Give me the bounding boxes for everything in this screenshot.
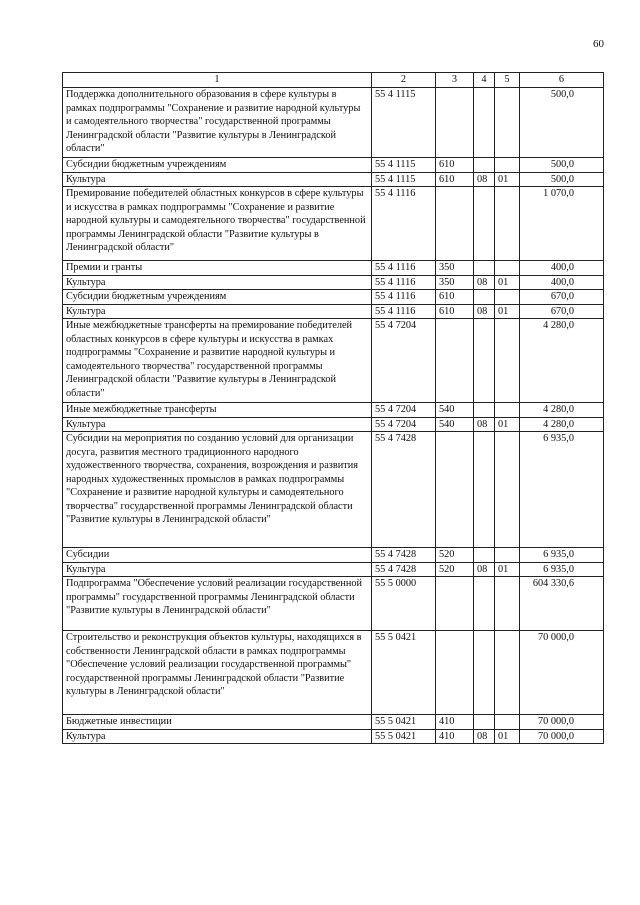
amount-cell: 670,0 [520,290,604,305]
table-row [63,158,604,173]
amount-cell: 1 070,0 [520,187,604,261]
target-code-cell: 55 4 1115 [372,172,436,187]
row-name-cell: Культура [63,275,372,290]
table-row [63,562,604,577]
page-number: 60 [593,38,604,50]
section-cell [474,290,495,305]
amount-cell: 500,0 [520,88,604,158]
target-code-cell: 55 4 7428 [372,548,436,563]
section-cell [474,187,495,261]
table-row [63,577,604,631]
subsection-cell [495,187,520,261]
column-header: 3 [436,73,474,88]
target-code-cell: 55 4 1116 [372,290,436,305]
expense-type-cell [436,319,474,403]
table-row [63,275,604,290]
table-row [63,729,604,744]
target-code-cell: 55 5 0000 [372,577,436,631]
section-cell [474,548,495,563]
subsection-cell [495,631,520,715]
row-name-cell: Субсидии бюджетным учреждениям [63,290,372,305]
column-header: 5 [495,73,520,88]
section-cell [474,319,495,403]
table-row [63,403,604,418]
target-code-cell: 55 4 1115 [372,88,436,158]
column-header: 4 [474,73,495,88]
row-name-cell: Субсидии [63,548,372,563]
amount-cell: 6 935,0 [520,548,604,563]
target-code-cell: 55 4 7204 [372,417,436,432]
subsection-cell: 01 [495,172,520,187]
subsection-cell [495,715,520,730]
expense-type-cell: 520 [436,562,474,577]
table-row [63,172,604,187]
target-code-cell: 55 4 1116 [372,261,436,276]
section-cell [474,403,495,418]
target-code-cell: 55 4 7428 [372,562,436,577]
table-row [63,548,604,563]
amount-cell: 4 280,0 [520,403,604,418]
table-row [63,417,604,432]
row-name-cell: Культура [63,729,372,744]
expense-type-cell [436,187,474,261]
amount-cell: 400,0 [520,261,604,276]
section-cell: 08 [474,172,495,187]
section-cell: 08 [474,304,495,319]
section-cell [474,158,495,173]
amount-cell: 6 935,0 [520,432,604,548]
subsection-cell: 01 [495,729,520,744]
row-name-cell: Культура [63,304,372,319]
amount-cell: 70 000,0 [520,729,604,744]
expense-type-cell [436,631,474,715]
target-code-cell: 55 4 7428 [372,432,436,548]
section-cell [474,715,495,730]
section-cell: 08 [474,417,495,432]
amount-cell: 500,0 [520,172,604,187]
table-row [63,88,604,158]
row-name-cell: Субсидии на мероприятия по созданию условий для организации досуга, развития местного традиционного народного художественного творчества, сохранения, возрождения и развития народных художественных промыслов в рамках подпрограммы "Сохранение и развитие народной культуры и самодеятельного творчества" государственной программы Ленинградской области "Развитие культуры в Ленинградской области" [63,432,372,548]
row-name-cell: Культура [63,417,372,432]
expense-type-cell: 520 [436,548,474,563]
target-code-cell: 55 4 1116 [372,275,436,290]
table-row [63,261,604,276]
subsection-cell: 01 [495,304,520,319]
subsection-cell [495,319,520,403]
expense-type-cell: 410 [436,729,474,744]
subsection-cell: 01 [495,417,520,432]
row-name-cell: Культура [63,172,372,187]
target-code-cell: 55 4 1116 [372,187,436,261]
expense-type-cell: 410 [436,715,474,730]
amount-cell: 70 000,0 [520,715,604,730]
table-row [63,715,604,730]
row-name-cell: Бюджетные инвестиции [63,715,372,730]
expense-type-cell: 610 [436,158,474,173]
table-row [63,631,604,715]
section-cell [474,261,495,276]
subsection-cell [495,432,520,548]
amount-cell: 6 935,0 [520,562,604,577]
column-header: 1 [63,73,372,88]
row-name-cell: Премирование победителей областных конкурсов в сфере культуры и искусства в рамках подпрограммы "Сохранение и развитие народной культуры и самодеятельного творчества" государственной программы Ленинградской области "Развитие культуры в Ленинградской области" [63,187,372,261]
subsection-cell [495,158,520,173]
amount-cell: 4 280,0 [520,417,604,432]
target-code-cell: 55 5 0421 [372,729,436,744]
table-row [63,187,604,261]
section-cell: 08 [474,562,495,577]
column-header: 2 [372,73,436,88]
row-name-cell: Строительство и реконструкция объектов культуры, находящихся в собственности Ленинградской области в рамках подпрограммы "Обеспечение условий реализации государственной программы" государственной программы Ленинградской области "Развитие культуры в Ленинградской области" [63,631,372,715]
subsection-cell [495,548,520,563]
table-row [63,304,604,319]
target-code-cell: 55 4 1115 [372,158,436,173]
expense-type-cell: 350 [436,261,474,276]
amount-cell: 604 330,6 [520,577,604,631]
target-code-cell: 55 4 7204 [372,403,436,418]
section-cell [474,577,495,631]
subsection-cell [495,403,520,418]
row-name-cell: Подпрограмма "Обеспечение условий реализации государственной программы" государственной программы Ленинградской области "Развитие культуры в Ленинградской области" [63,577,372,631]
target-code-cell: 55 4 7204 [372,319,436,403]
header-row [63,73,604,88]
amount-cell: 70 000,0 [520,631,604,715]
subsection-cell: 01 [495,275,520,290]
section-cell [474,631,495,715]
expense-type-cell: 610 [436,304,474,319]
row-name-cell: Иные межбюджетные трансферты на премирование победителей областных конкурсов в сфере культуры и искусства в рамках подпрограммы "Сохранение и развитие народной культуры и самодеятельного творчества" государственной программы Ленинградской области "Развитие культуры в Ленинградской области" [63,319,372,403]
expense-type-cell: 540 [436,417,474,432]
expense-type-cell [436,432,474,548]
target-code-cell: 55 5 0421 [372,631,436,715]
subsection-cell [495,290,520,305]
column-header: 6 [520,73,604,88]
row-name-cell: Иные межбюджетные трансферты [63,403,372,418]
row-name-cell: Культура [63,562,372,577]
amount-cell: 670,0 [520,304,604,319]
subsection-cell [495,577,520,631]
expense-type-cell: 350 [436,275,474,290]
amount-cell: 400,0 [520,275,604,290]
expense-type-cell [436,577,474,631]
budget-table [62,72,604,744]
subsection-cell [495,88,520,158]
amount-cell: 500,0 [520,158,604,173]
subsection-cell [495,261,520,276]
section-cell [474,88,495,158]
table-row [63,319,604,403]
row-name-cell: Премии и гранты [63,261,372,276]
row-name-cell: Поддержка дополнительного образования в сфере культуры в рамках подпрограммы "Сохранение и развитие народной культуры и самодеятельного творчества" государственной программы Ленинградской области "Развитие культуры в Ленинградской области" [63,88,372,158]
section-cell: 08 [474,729,495,744]
target-code-cell: 55 5 0421 [372,715,436,730]
expense-type-cell [436,88,474,158]
section-cell: 08 [474,275,495,290]
expense-type-cell: 540 [436,403,474,418]
table-row [63,290,604,305]
section-cell [474,432,495,548]
subsection-cell: 01 [495,562,520,577]
row-name-cell: Субсидии бюджетным учреждениям [63,158,372,173]
expense-type-cell: 610 [436,172,474,187]
table-row [63,432,604,548]
expense-type-cell: 610 [436,290,474,305]
amount-cell: 4 280,0 [520,319,604,403]
target-code-cell: 55 4 1116 [372,304,436,319]
